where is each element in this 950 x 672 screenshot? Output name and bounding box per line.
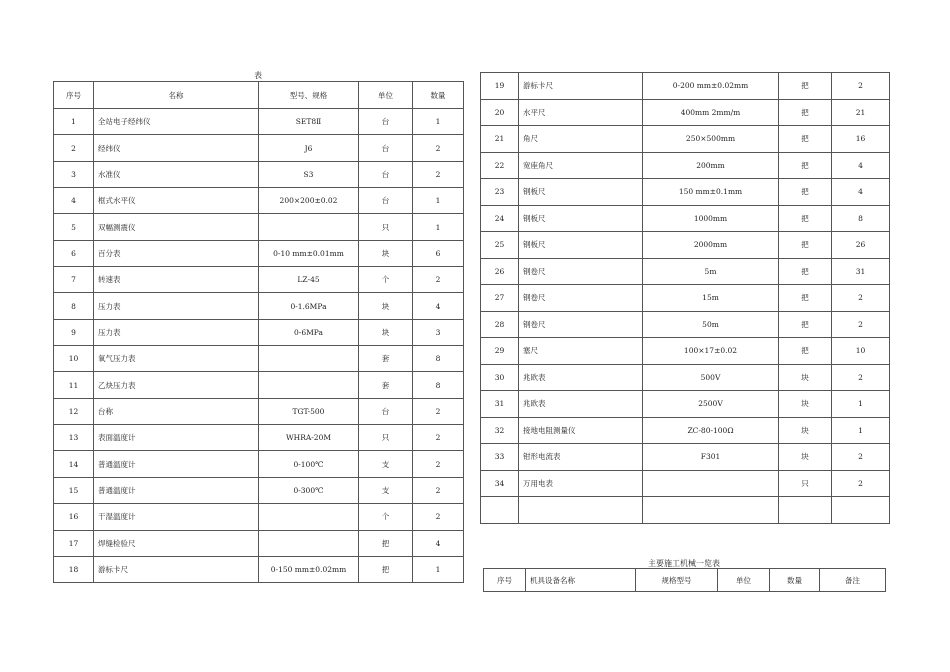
table-row — [481, 126, 890, 153]
table-row — [481, 311, 890, 338]
cell-name: 普通温度计 — [94, 451, 259, 477]
cell-qty: 2 — [832, 311, 890, 338]
bottom-table-caption: 主要施工机械一览表 — [648, 559, 720, 568]
header-name: 名称 — [94, 82, 259, 109]
table-row — [481, 338, 890, 365]
cell-qty: 4 — [832, 152, 890, 179]
cell-qty — [832, 497, 890, 524]
table-row — [54, 109, 464, 135]
cell-unit: 把 — [359, 530, 413, 556]
cell-qty: 1 — [413, 556, 464, 582]
cell-unit: 把 — [779, 232, 832, 259]
cell-model: 0-200 mm±0.02mm — [643, 73, 779, 100]
cell-no: 25 — [481, 232, 519, 259]
table-row — [54, 530, 464, 556]
cell-model: 2000mm — [643, 232, 779, 259]
cell-qty: 8 — [832, 205, 890, 232]
cell-no: 6 — [54, 240, 94, 266]
cell-name: 氧气压力表 — [94, 346, 259, 372]
cell-no: 22 — [481, 152, 519, 179]
cell-unit: 块 — [779, 364, 832, 391]
cell-model: 50m — [643, 311, 779, 338]
table-row — [481, 497, 890, 524]
cell-no: 24 — [481, 205, 519, 232]
table-row — [54, 372, 464, 398]
table-row — [54, 425, 464, 451]
cell-qty: 3 — [413, 319, 464, 345]
cell-name: 钢卷尺 — [519, 311, 643, 338]
table-row — [481, 285, 890, 312]
cell-no: 23 — [481, 179, 519, 206]
cell-name: 压力表 — [94, 319, 259, 345]
cell-name: 水准仪 — [94, 161, 259, 187]
table-row — [54, 398, 464, 424]
table-row — [481, 470, 890, 497]
cell-unit: 块 — [359, 240, 413, 266]
cell-qty: 21 — [832, 99, 890, 126]
cell-no: 28 — [481, 311, 519, 338]
table-row — [481, 73, 890, 100]
table-row — [54, 267, 464, 293]
cell-unit: 支 — [359, 451, 413, 477]
table-row — [481, 391, 890, 418]
cell-no: 13 — [54, 425, 94, 451]
machinery-header-no: 序号 — [484, 569, 526, 592]
cell-no: 4 — [54, 188, 94, 214]
cell-name: 兆欧表 — [519, 391, 643, 418]
cell-name: 焊缝检验尺 — [94, 530, 259, 556]
cell-qty: 4 — [413, 530, 464, 556]
left-table-caption: 表 — [254, 71, 262, 80]
cell-unit: 只 — [779, 470, 832, 497]
cell-name: 双幅测震仪 — [94, 214, 259, 240]
cell-no: 19 — [481, 73, 519, 100]
cell-no: 27 — [481, 285, 519, 312]
cell-name: 表面温度计 — [94, 425, 259, 451]
header-no: 序号 — [54, 82, 94, 109]
table-row — [54, 214, 464, 240]
cell-no: 3 — [54, 161, 94, 187]
cell-no: 2 — [54, 135, 94, 161]
cell-qty: 4 — [832, 179, 890, 206]
cell-model: 0-1.6MPa — [259, 293, 359, 319]
machinery-table — [483, 568, 886, 592]
cell-name: 经纬仪 — [94, 135, 259, 161]
cell-unit: 把 — [359, 556, 413, 582]
cell-name — [519, 497, 643, 524]
cell-qty: 26 — [832, 232, 890, 259]
cell-qty: 8 — [413, 372, 464, 398]
cell-no: 31 — [481, 391, 519, 418]
cell-name: 游标卡尺 — [94, 556, 259, 582]
cell-qty: 2 — [413, 267, 464, 293]
cell-qty: 2 — [413, 477, 464, 503]
cell-unit: 个 — [359, 267, 413, 293]
cell-model: 250×500mm — [643, 126, 779, 153]
cell-name: 压力表 — [94, 293, 259, 319]
cell-model: 0-6MPa — [259, 319, 359, 345]
cell-name: 接地电阻测量仪 — [519, 417, 643, 444]
cell-qty: 1 — [413, 214, 464, 240]
cell-model: LZ-45 — [259, 267, 359, 293]
cell-qty: 2 — [413, 161, 464, 187]
table-row — [481, 444, 890, 471]
cell-name: 游标卡尺 — [519, 73, 643, 100]
table-row — [54, 319, 464, 345]
cell-qty: 6 — [413, 240, 464, 266]
table-row — [481, 417, 890, 444]
cell-no: 18 — [54, 556, 94, 582]
cell-qty: 1 — [832, 417, 890, 444]
cell-name: 钢板尺 — [519, 232, 643, 259]
cell-unit: 把 — [779, 258, 832, 285]
table-row — [54, 188, 464, 214]
cell-unit: 把 — [779, 73, 832, 100]
cell-unit: 把 — [779, 126, 832, 153]
cell-model: 200×200±0.02 — [259, 188, 359, 214]
cell-no: 9 — [54, 319, 94, 345]
cell-name: 百分表 — [94, 240, 259, 266]
header-model: 型号、规格 — [259, 82, 359, 109]
cell-qty: 2 — [832, 285, 890, 312]
cell-model — [259, 504, 359, 530]
cell-name: 万用电表 — [519, 470, 643, 497]
cell-name: 宽座角尺 — [519, 152, 643, 179]
cell-name: 水平尺 — [519, 99, 643, 126]
cell-unit: 支 — [359, 477, 413, 503]
cell-qty: 2 — [413, 398, 464, 424]
table-row — [481, 205, 890, 232]
cell-model: 0-150 mm±0.02mm — [259, 556, 359, 582]
cell-model: 5m — [643, 258, 779, 285]
cell-unit: 只 — [359, 425, 413, 451]
cell-no: 10 — [54, 346, 94, 372]
cell-unit: 把 — [779, 311, 832, 338]
cell-qty: 2 — [832, 73, 890, 100]
machinery-header-remark: 备注 — [820, 569, 886, 592]
cell-model: WHRA-20M — [259, 425, 359, 451]
table-row — [481, 152, 890, 179]
cell-unit: 块 — [779, 391, 832, 418]
cell-unit: 台 — [359, 398, 413, 424]
cell-name: 塞尺 — [519, 338, 643, 365]
table-row — [54, 135, 464, 161]
cell-no: 17 — [54, 530, 94, 556]
cell-unit: 台 — [359, 135, 413, 161]
cell-model: 500V — [643, 364, 779, 391]
cell-qty: 2 — [832, 470, 890, 497]
cell-unit: 个 — [359, 504, 413, 530]
table-row — [54, 477, 464, 503]
cell-qty: 1 — [413, 188, 464, 214]
cell-no: 20 — [481, 99, 519, 126]
cell-unit: 把 — [779, 338, 832, 365]
table-row — [54, 451, 464, 477]
table-row — [481, 179, 890, 206]
cell-qty: 16 — [832, 126, 890, 153]
cell-no: 8 — [54, 293, 94, 319]
cell-name: 钢卷尺 — [519, 258, 643, 285]
machinery-header-qty: 数量 — [770, 569, 820, 592]
cell-qty: 8 — [413, 346, 464, 372]
cell-name: 框式水平仪 — [94, 188, 259, 214]
cell-no: 11 — [54, 372, 94, 398]
cell-no: 7 — [54, 267, 94, 293]
cell-unit: 套 — [359, 346, 413, 372]
cell-model: 0-300℃ — [259, 477, 359, 503]
cell-qty: 2 — [413, 425, 464, 451]
cell-model — [259, 214, 359, 240]
machinery-header-row — [484, 569, 886, 592]
cell-qty: 2 — [413, 451, 464, 477]
header-qty: 数量 — [413, 82, 464, 109]
cell-model — [259, 372, 359, 398]
cell-model — [643, 497, 779, 524]
cell-model: TGT-500 — [259, 398, 359, 424]
cell-model: J6 — [259, 135, 359, 161]
table-row — [54, 504, 464, 530]
table-row — [54, 161, 464, 187]
cell-unit: 块 — [359, 319, 413, 345]
cell-qty: 10 — [832, 338, 890, 365]
cell-unit: 台 — [359, 161, 413, 187]
cell-unit: 块 — [779, 444, 832, 471]
table-header-row — [54, 82, 464, 109]
cell-model — [259, 530, 359, 556]
cell-unit: 台 — [359, 109, 413, 135]
cell-unit: 把 — [779, 285, 832, 312]
cell-no: 12 — [54, 398, 94, 424]
cell-unit: 把 — [779, 99, 832, 126]
cell-no: 15 — [54, 477, 94, 503]
cell-no: 33 — [481, 444, 519, 471]
table-row — [54, 293, 464, 319]
cell-unit: 套 — [359, 372, 413, 398]
instrument-table-right — [480, 72, 890, 524]
cell-unit — [779, 497, 832, 524]
cell-name: 角尺 — [519, 126, 643, 153]
cell-name: 干湿温度计 — [94, 504, 259, 530]
cell-unit: 把 — [779, 152, 832, 179]
cell-qty: 2 — [832, 444, 890, 471]
cell-qty: 4 — [413, 293, 464, 319]
table-row — [54, 346, 464, 372]
cell-unit: 把 — [779, 179, 832, 206]
cell-model: 100×17±0.02 — [643, 338, 779, 365]
table-row — [481, 258, 890, 285]
cell-unit: 只 — [359, 214, 413, 240]
cell-no: 29 — [481, 338, 519, 365]
cell-no: 21 — [481, 126, 519, 153]
cell-model: ZC-80-100Ω — [643, 417, 779, 444]
cell-name: 兆欧表 — [519, 364, 643, 391]
cell-model — [259, 346, 359, 372]
cell-qty: 1 — [413, 109, 464, 135]
cell-model: F301 — [643, 444, 779, 471]
cell-model: 1000mm — [643, 205, 779, 232]
cell-name: 转速表 — [94, 267, 259, 293]
cell-unit: 把 — [779, 205, 832, 232]
machinery-header-unit: 单位 — [718, 569, 770, 592]
cell-no: 26 — [481, 258, 519, 285]
table-row — [481, 99, 890, 126]
cell-no: 32 — [481, 417, 519, 444]
cell-no — [481, 497, 519, 524]
cell-no: 16 — [54, 504, 94, 530]
table-row — [54, 556, 464, 582]
cell-name: 台称 — [94, 398, 259, 424]
cell-qty: 31 — [832, 258, 890, 285]
header-unit: 单位 — [359, 82, 413, 109]
cell-unit: 台 — [359, 188, 413, 214]
cell-qty: 1 — [832, 391, 890, 418]
cell-name: 钢板尺 — [519, 205, 643, 232]
cell-qty: 2 — [413, 504, 464, 530]
machinery-header-name: 机具设备名称 — [526, 569, 636, 592]
cell-unit: 块 — [359, 293, 413, 319]
table-row — [54, 240, 464, 266]
cell-no: 1 — [54, 109, 94, 135]
cell-name: 钳形电流表 — [519, 444, 643, 471]
cell-model: 400mm 2mm/m — [643, 99, 779, 126]
instrument-table-left — [53, 81, 464, 583]
cell-model: 200mm — [643, 152, 779, 179]
cell-model: 15m — [643, 285, 779, 312]
cell-model: 0-100℃ — [259, 451, 359, 477]
cell-no: 34 — [481, 470, 519, 497]
cell-name: 普通温度计 — [94, 477, 259, 503]
cell-no: 5 — [54, 214, 94, 240]
machinery-header-model: 规格型号 — [636, 569, 718, 592]
cell-name: 乙炔压力表 — [94, 372, 259, 398]
table-row — [481, 364, 890, 391]
cell-name: 钢卷尺 — [519, 285, 643, 312]
cell-no: 14 — [54, 451, 94, 477]
cell-unit: 块 — [779, 417, 832, 444]
cell-model: 150 mm±0.1mm — [643, 179, 779, 206]
cell-name: 钢板尺 — [519, 179, 643, 206]
cell-model: 2500V — [643, 391, 779, 418]
cell-model: S3 — [259, 161, 359, 187]
table-row — [481, 232, 890, 259]
cell-qty: 2 — [413, 135, 464, 161]
cell-model: SET8Ⅱ — [259, 109, 359, 135]
cell-model — [643, 470, 779, 497]
cell-no: 30 — [481, 364, 519, 391]
cell-model: 0-10 mm±0.01mm — [259, 240, 359, 266]
cell-qty: 2 — [832, 364, 890, 391]
cell-name: 全站电子经纬仪 — [94, 109, 259, 135]
